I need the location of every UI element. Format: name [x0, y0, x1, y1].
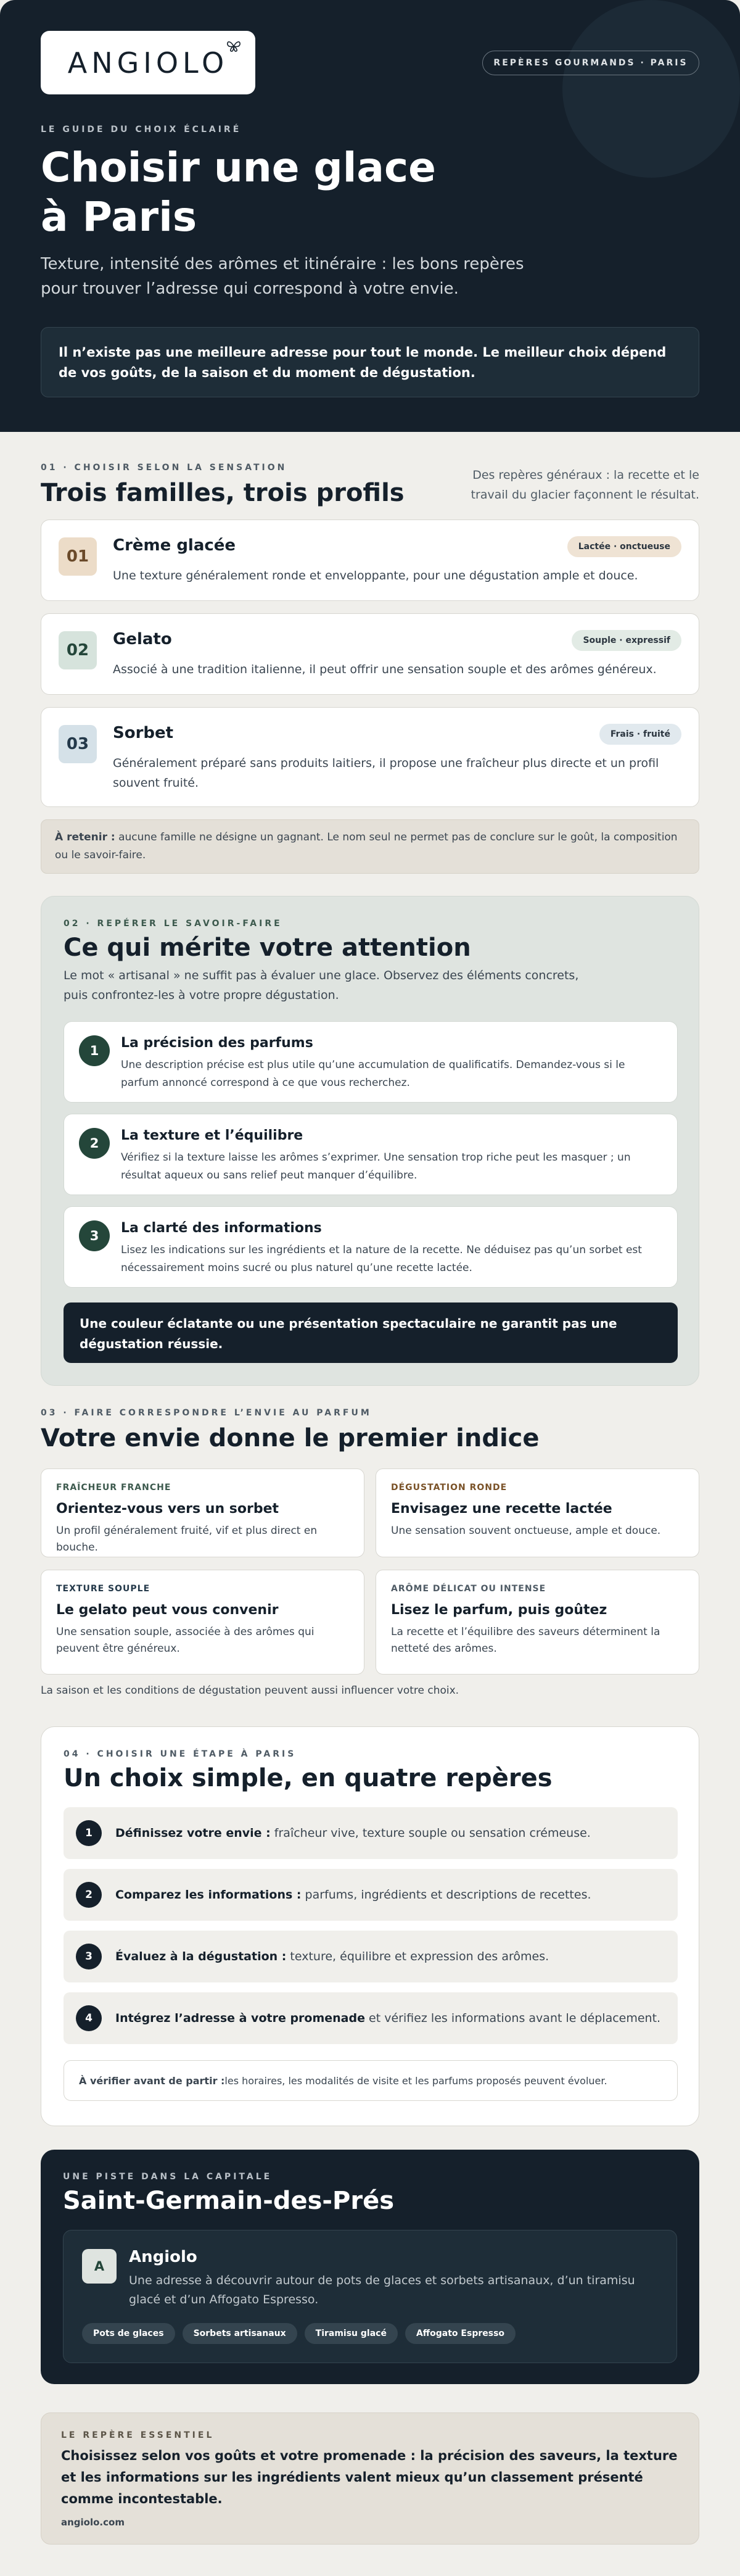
families-title: Trois familles, trois profils — [41, 479, 405, 507]
logo[interactable] — [41, 31, 255, 94]
piste-title: Saint-Germain-des-Prés — [63, 2187, 395, 2215]
place-tags — [82, 2323, 516, 2344]
envie-card-title: Le gelato peut vous convenir — [56, 1602, 279, 1618]
piste-section — [41, 2150, 699, 2384]
verifier-label: À vérifier avant de partir : — [79, 2074, 225, 2087]
envie-title: Votre envie donne le premier indice — [41, 1424, 540, 1452]
step-item — [64, 1869, 678, 1921]
step-text — [115, 1826, 591, 1840]
place-tag: Tiramisu glacé — [305, 2323, 398, 2344]
envie-card — [376, 1570, 699, 1675]
family-name: Gelato — [113, 630, 172, 648]
step-bold: Comparez les informations : — [115, 1888, 302, 1902]
criterion-title: La texture et l’équilibre — [121, 1128, 303, 1143]
savoir-faire-section — [41, 896, 699, 1386]
envie-card — [41, 1468, 364, 1557]
step-detail: fraîcheur vive, texture souple ou sensation crémeuse. — [270, 1826, 591, 1840]
avatar: A — [82, 2249, 117, 2284]
retenir-text: aucune famille ne désigne un gagnant. Le nom seul ne permet pas de conclure sur le goût, la composition ou le savoir-faire. — [55, 831, 678, 861]
envie-note: La saison et les conditions de dégustation peuvent aussi influencer votre choix. — [41, 1684, 459, 1697]
family-number: 03 — [59, 725, 97, 763]
envie-card-eyebrow: ARÔME DÉLICAT OU INTENSE — [391, 1584, 546, 1594]
envie-card-eyebrow: DÉGUSTATION RONDE — [391, 1483, 508, 1493]
savoir-eyebrow: 02 · REPÉRER LE SAVOIR-FAIRE — [64, 919, 282, 929]
criterion-card — [64, 1021, 678, 1103]
step-detail: parfums, ingrédients et descriptions de recettes. — [301, 1888, 591, 1902]
essentiel-eyebrow: LE REPÈRE ESSENTIEL — [61, 2430, 215, 2440]
family-name: Crème glacée — [113, 536, 236, 555]
step-item — [64, 1807, 678, 1859]
step-number: 3 — [76, 1944, 102, 1969]
family-card-sorbet — [41, 707, 699, 807]
criterion-description: Lisez les indications sur les ingrédients et la nature de la recette. Ne déduisez pas qu’un sorbet est nécessairement moins sucré ou plus naturel qu’une recette lactée. — [121, 1244, 642, 1274]
envie-card-title: Orientez-vous vers un sorbet — [56, 1501, 279, 1517]
envie-card — [376, 1468, 699, 1557]
savoir-warning: Une couleur éclatante ou une présentation spectaculaire ne garantit pas une dégustation réussie. — [64, 1302, 678, 1363]
etapes-eyebrow: 04 · CHOISIR UNE ÉTAPE À PARIS — [64, 1749, 297, 1759]
families-eyebrow: 01 · CHOISIR SELON LA SENSATION — [41, 463, 287, 473]
envie-card-eyebrow: TEXTURE SOUPLE — [56, 1584, 150, 1594]
envie-card-title: Lisez le parfum, puis goûtez — [391, 1602, 607, 1618]
step-item — [64, 1992, 678, 2044]
family-card-gelato — [41, 613, 699, 695]
envie-card-description: La recette et l’équilibre des saveurs déterminent la netteté des arômes. — [391, 1626, 660, 1655]
title-line-1: Choisir une glace — [41, 144, 436, 191]
place-tag: Sorbets artisanaux — [183, 2323, 297, 2344]
family-tag: Frais · fruité — [599, 724, 681, 745]
hero-callout: Il n’existe pas une meilleure adresse pour tout le monde. Le meilleur choix dépend de vos goûts, de la saison et du moment de dégustation. — [41, 327, 699, 397]
criterion-title: La précision des parfums — [121, 1035, 313, 1051]
criterion-card — [64, 1114, 678, 1195]
step-item — [64, 1931, 678, 1982]
envie-card-eyebrow: FRAÎCHEUR FRANCHE — [56, 1483, 171, 1493]
family-tag: Souple · expressif — [572, 630, 681, 651]
page-title — [41, 143, 596, 242]
piste-eyebrow: UNE PISTE DANS LA CAPITALE — [63, 2172, 273, 2182]
region-badge: REPÈRES GOURMANDS · PARIS — [482, 51, 699, 75]
criterion-number: 2 — [79, 1128, 110, 1159]
envie-card-description: Un profil généralement fruité, vif et plus direct en bouche. — [56, 1525, 318, 1554]
hero-subtitle: Texture, intensité des arômes et itinéraire : les bons repères pour trouver l’adresse qui correspond à votre envie. — [41, 255, 524, 298]
etapes-title: Un choix simple, en quatre repères — [64, 1764, 553, 1792]
step-number: 4 — [76, 2005, 102, 2031]
place-card — [63, 2230, 677, 2363]
essentiel-text: Choisissez selon vos goûts et votre promenade : la précision des saveurs, la texture et les informations sur les ingrédients valent mieux qu’un classement présenté comme incontestable. — [61, 2448, 678, 2506]
step-number: 2 — [76, 1882, 102, 1908]
step-detail: texture, équilibre et expression des arômes. — [286, 1950, 549, 1963]
criterion-description: Une description précise est plus utile qu’une accumulation de qualificatifs. Demandez-vous si le parfum annoncé correspond à ce que vous recherchez. — [121, 1059, 625, 1089]
place-description: Une adresse à découvrir autour de pots de glaces et sorbets artisanaux, d’un tiramisu glacé et d’un Affogato Espresso. — [129, 2274, 635, 2306]
envie-card-title: Envisagez une recette lactée — [391, 1501, 612, 1517]
step-bold: Définissez votre envie : — [115, 1826, 271, 1840]
envie-eyebrow: 03 · FAIRE CORRESPONDRE L’ENVIE AU PARFUM — [41, 1408, 372, 1418]
step-text — [115, 1950, 549, 1963]
retenir-note — [41, 819, 699, 874]
family-number: 02 — [59, 631, 97, 669]
title-line-2: à Paris — [41, 193, 197, 241]
hero-eyebrow: LE GUIDE DU CHOIX ÉCLAIRÉ — [41, 125, 242, 135]
family-name: Sorbet — [113, 724, 174, 742]
families-note: Des repères généraux : la recette et le travail du glacier façonnent le résultat. — [471, 468, 699, 502]
website-link[interactable]: angiolo.com — [61, 2517, 125, 2528]
family-description: Associé à une tradition italienne, il peut offrir une sensation souple et des arômes généreux. — [113, 663, 657, 676]
step-detail: et vérifiez les informations avant le déplacement. — [365, 2011, 661, 2025]
etapes-section — [41, 1726, 699, 2126]
place-tag: Affogato Espresso — [405, 2323, 516, 2344]
criterion-description: Vérifiez si la texture laisse les arômes s’exprimer. Une sensation trop riche peut les masquer ; un résultat aqueux ou sans relief peut manquer d’équilibre. — [121, 1151, 631, 1182]
step-bold: Intégrez l’adresse à votre promenade — [115, 2011, 365, 2025]
envie-card — [41, 1570, 364, 1675]
family-description: Généralement préparé sans produits laitiers, il propose une fraîcheur plus directe et un profil souvent fruité. — [113, 756, 659, 790]
savoir-title: Ce qui mérite votre attention — [64, 934, 471, 962]
step-bold: Évaluez à la dégustation : — [115, 1950, 287, 1963]
butterfly-icon — [226, 39, 242, 57]
place-name: Angiolo — [129, 2248, 197, 2266]
step-text — [115, 2011, 660, 2025]
essentiel-section — [41, 2412, 699, 2545]
criterion-number: 3 — [79, 1220, 110, 1251]
criterion-card — [64, 1206, 678, 1288]
logo-text: ANGIOLO — [67, 46, 229, 80]
criterion-title: La clarté des informations — [121, 1220, 322, 1236]
envie-card-description: Une sensation souple, associée à des arômes qui peuvent être généreux. — [56, 1626, 314, 1655]
hero-section — [0, 0, 740, 432]
envie-card-description: Une sensation souvent onctueuse, ample et douce. — [391, 1525, 661, 1537]
place-tag: Pots de glaces — [82, 2323, 175, 2344]
family-tag: Lactée · onctueuse — [567, 536, 681, 557]
criterion-number: 1 — [79, 1035, 110, 1066]
savoir-description: Le mot « artisanal » ne suffit pas à évaluer une glace. Observez des éléments concrets, puis confrontez-les à votre propre dégustation. — [64, 969, 579, 1002]
family-card-creme — [41, 520, 699, 601]
verifier-text: les horaires, les modalités de visite et les parfums proposés peuvent évoluer. — [224, 2074, 607, 2087]
retenir-label: À retenir : — [55, 831, 115, 843]
family-number: 01 — [59, 537, 97, 576]
step-number: 1 — [76, 1820, 102, 1846]
step-text — [115, 1888, 591, 1902]
family-description: Une texture généralement ronde et enveloppante, pour une dégustation ample et douce. — [113, 569, 638, 582]
verifier-note — [64, 2060, 678, 2101]
